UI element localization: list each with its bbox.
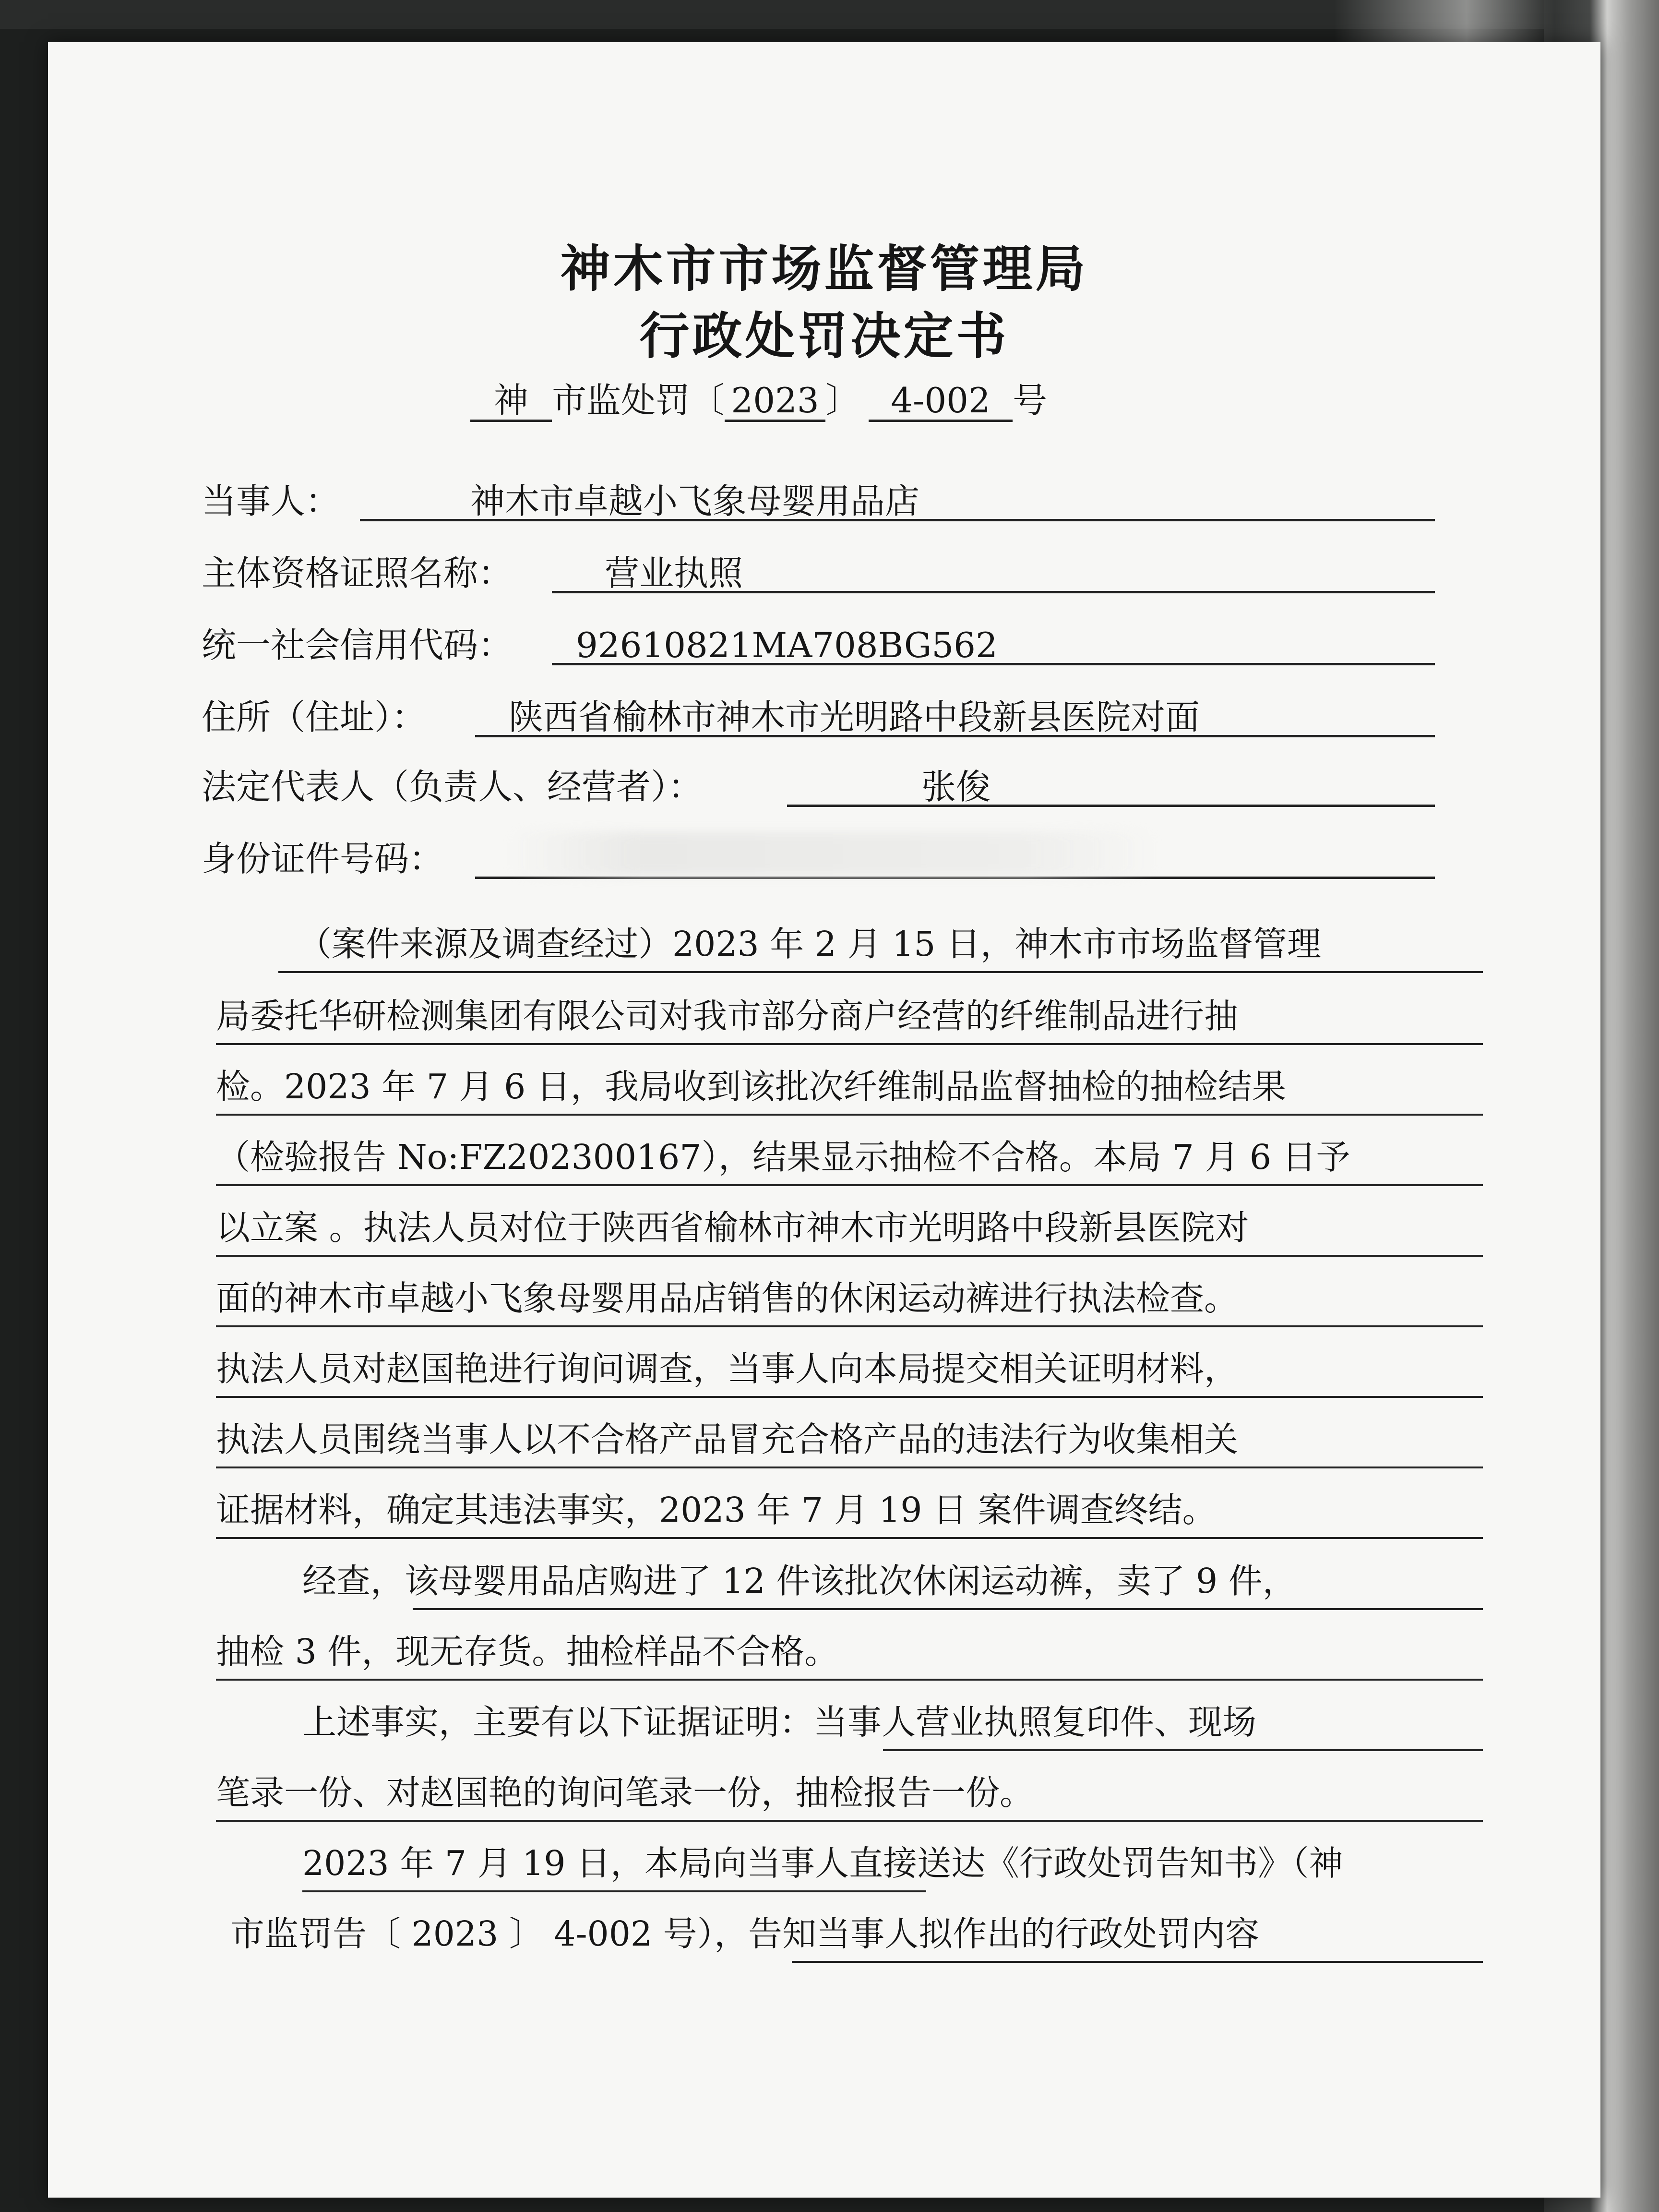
document-number: [470, 380, 1048, 422]
field-legal-rep-label: 法定代表人（负责人、经营者）：: [202, 767, 703, 807]
field-license-name: [202, 553, 743, 593]
body-underline-15: [792, 1961, 1483, 1963]
field-credit-code-value: 92610821MA708BG562: [576, 625, 998, 665]
body-underline-5: [216, 1255, 1483, 1257]
field-id-number: [202, 839, 444, 879]
field-party-label: 当事人：: [202, 481, 340, 521]
field-legal-rep-underline: [787, 805, 1435, 807]
body-line-6: 面的神木市卓越小飞象母婴用品店销售的休闲运动裤进行执法检查。: [216, 1281, 1239, 1318]
body-line-1: （案件来源及调查经过）2023 年 2 月 15 日，神木市市场监督管理: [298, 927, 1322, 964]
field-party-value: 神木市卓越小飞象母婴用品店: [470, 481, 920, 521]
doc-number-suffix: 号: [1013, 380, 1048, 421]
field-license-name-label: 主体资格证照名称：: [202, 553, 513, 593]
body-underline-9: [216, 1537, 1483, 1539]
body-line-13: 笔录一份、对赵国艳的询问笔录一份，抽检报告一份。: [216, 1776, 1034, 1813]
field-legal-rep-value: 张俊: [921, 767, 991, 807]
body-underline-10: [413, 1608, 1483, 1610]
body-underline-11: [216, 1679, 1483, 1681]
body-line-10: 经查，该母婴用品店购进了 12 件该批次休闲运动裤，卖了 9 件，: [302, 1564, 1297, 1601]
body-underline-1: [278, 971, 1483, 973]
field-legal-rep: [202, 767, 991, 807]
doc-number-year: 2023: [725, 383, 825, 422]
body-underline-4: [216, 1184, 1483, 1186]
document-title-line2: 行政处罚决定书: [639, 307, 1009, 365]
doc-number-prefix: 神: [470, 383, 552, 422]
body-line-12: 上述事实，主要有以下证据证明：当事人营业执照复印件、现场: [302, 1705, 1257, 1742]
body-underline-8: [216, 1467, 1483, 1468]
body-line-7: 执法人员对赵国艳进行询问调查，当事人向本局提交相关证明材料，: [216, 1352, 1239, 1389]
body-line-3: 检。2023 年 7 月 6 日，我局收到该批次纤维制品监督抽检的抽检结果: [216, 1070, 1286, 1106]
field-party: [202, 481, 920, 521]
body-line-15: 市监罚告〔 2023 〕 4-002 号），告知当事人拟作出的行政处罚内容: [230, 1917, 1260, 1954]
body-underline-14: [302, 1890, 926, 1892]
field-address-label: 住所（住址）：: [202, 697, 427, 737]
body-line-11: 抽检 3 件，现无存货。抽检样品不合格。: [216, 1635, 839, 1671]
body-line-8: 执法人员围绕当事人以不合格产品冒充合格产品的违法行为收集相关: [216, 1422, 1239, 1459]
body-line-2: 局委托华研检测集团有限公司对我市部分商户经营的纤维制品进行抽: [216, 999, 1239, 1036]
field-credit-code-label: 统一社会信用代码：: [202, 625, 513, 665]
body-line-4: （检验报告 No:FZ202300167），结果显示抽检不合格。本局 7 月 6 日予: [216, 1140, 1350, 1177]
field-credit-code: [202, 625, 998, 665]
body-underline-2: [216, 1043, 1483, 1045]
document-title-line1: 神木市市场监督管理局: [560, 240, 1088, 298]
body-underline-12: [883, 1749, 1483, 1751]
document-page: [48, 42, 1600, 2198]
body-underline-13: [216, 1820, 1483, 1822]
field-id-number-underline: [475, 877, 1435, 879]
redacted-id-area: [509, 832, 1157, 876]
body-underline-7: [216, 1396, 1483, 1398]
field-id-number-label: 身份证件号码：: [202, 839, 444, 879]
body-line-9: 证据材料，确定其违法事实，2023 年 7 月 19 日 案件调查终结。: [216, 1493, 1217, 1530]
body-underline-6: [216, 1325, 1483, 1327]
field-license-name-value: 营业执照: [605, 553, 743, 593]
body-underline-3: [216, 1114, 1483, 1116]
doc-number-code: 4-002: [869, 383, 1013, 422]
field-address-value: 陕西省榆林市神木市光明路中段新县医院对面: [509, 697, 1200, 737]
field-address: [202, 697, 1200, 737]
body-line-14: 2023 年 7 月 19 日，本局向当事人直接送达《行政处罚告知书》（神: [302, 1846, 1343, 1883]
body-line-5: 以立案 。执法人员对位于陕西省榆林市神木市光明路中段新县医院对: [216, 1211, 1249, 1248]
doc-number-close: 〕: [825, 380, 860, 421]
doc-number-mid: 市监处罚〔: [552, 380, 725, 421]
